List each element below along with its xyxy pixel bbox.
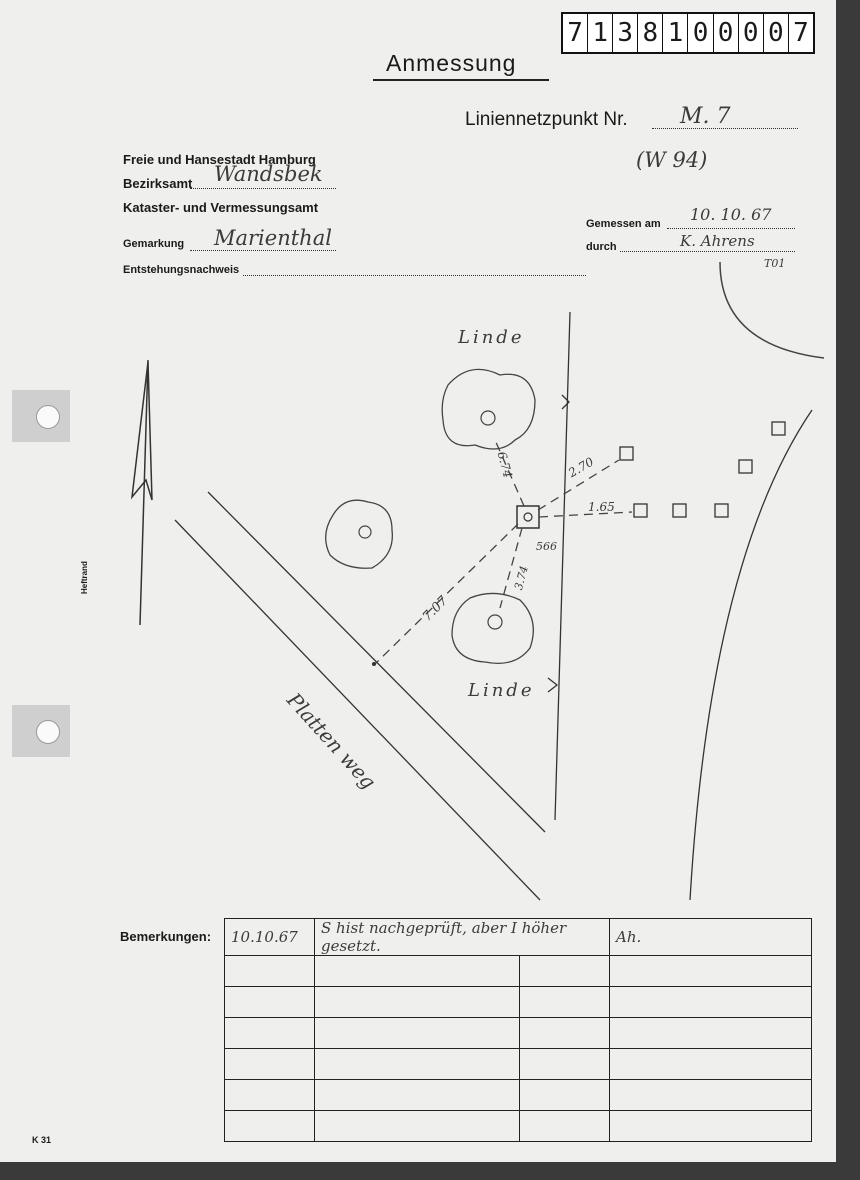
district-label: Bezirksamt bbox=[123, 176, 193, 191]
remark-cell bbox=[520, 1049, 610, 1080]
remark-sign bbox=[610, 987, 812, 1018]
punch-hole bbox=[12, 390, 70, 442]
table-row bbox=[225, 919, 812, 956]
id-digit: 7 bbox=[788, 14, 813, 52]
curve-arc bbox=[720, 262, 824, 358]
marker-square bbox=[620, 447, 633, 460]
survey-point-marker bbox=[517, 506, 539, 528]
remark-text: S hist nachgeprüft, aber I höher gesetzt. bbox=[315, 919, 610, 956]
form-code: K 31 bbox=[32, 1135, 52, 1145]
street-name: Platten weg bbox=[282, 688, 381, 794]
remark-date bbox=[225, 956, 315, 987]
measure-point bbox=[372, 662, 376, 666]
punch-hole bbox=[12, 705, 70, 757]
marker-square bbox=[715, 504, 728, 517]
origin-label: Entstehungsnachweis bbox=[123, 264, 240, 276]
remark-sign: Ah. bbox=[610, 919, 812, 956]
id-digit: 0 bbox=[738, 14, 763, 52]
fence-line bbox=[555, 312, 570, 820]
distance-label: 1.65 bbox=[588, 500, 615, 514]
remark-sign bbox=[610, 956, 812, 987]
remark-cell bbox=[520, 956, 610, 987]
remark-date bbox=[225, 987, 315, 1018]
table-row bbox=[225, 956, 812, 987]
remarks-table bbox=[224, 918, 812, 1142]
by-label: durch bbox=[586, 241, 617, 253]
id-digit: 1 bbox=[662, 14, 687, 52]
table-row bbox=[225, 987, 812, 1018]
margin-label: Heftrand bbox=[80, 561, 89, 594]
fence-tick bbox=[548, 678, 557, 692]
distance-label: 7.07 bbox=[420, 593, 452, 625]
id-digit: 0 bbox=[763, 14, 788, 52]
id-digit: 1 bbox=[587, 14, 612, 52]
page-title: Anmessung bbox=[386, 50, 517, 76]
remark-text bbox=[315, 1111, 520, 1142]
table-row bbox=[225, 1049, 812, 1080]
remark-sign bbox=[610, 1111, 812, 1142]
boundary-curve bbox=[690, 410, 812, 900]
measured-label: Gemessen am bbox=[586, 218, 661, 230]
distance-label: 566 bbox=[536, 540, 557, 553]
measure-line bbox=[539, 512, 632, 517]
tree-label-top: Linde bbox=[458, 327, 525, 348]
remark-date: 10.10.67 bbox=[225, 919, 315, 956]
gemarkung-label: Gemarkung bbox=[123, 238, 185, 250]
tree-trunk-bottom bbox=[488, 615, 502, 629]
gemarkung-value: Marienthal bbox=[214, 226, 332, 250]
tree-trunk-left bbox=[359, 526, 371, 538]
remark-text bbox=[315, 1018, 520, 1049]
marker-square bbox=[673, 504, 686, 517]
table-row bbox=[225, 1080, 812, 1111]
remark-text bbox=[315, 1080, 520, 1111]
remark-cell bbox=[520, 1018, 610, 1049]
remarks-label: Bemerkungen: bbox=[120, 929, 212, 944]
surveyor-value: K. Ahrens bbox=[680, 232, 755, 250]
remark-sign bbox=[610, 1018, 812, 1049]
marker-square bbox=[772, 422, 785, 435]
tree-crown-top bbox=[442, 369, 535, 449]
table-row bbox=[225, 1018, 812, 1049]
point-number-label: Liniennetzpunkt Nr. bbox=[465, 109, 628, 130]
point-alt-value: (W 94) bbox=[636, 148, 708, 172]
distance-label: 2.70 bbox=[566, 454, 597, 481]
city-label: Freie und Hansestadt Hamburg bbox=[123, 152, 316, 167]
id-digit: 3 bbox=[612, 14, 637, 52]
id-digit: 7 bbox=[567, 18, 583, 48]
marker-square bbox=[739, 460, 752, 473]
remark-date bbox=[225, 1018, 315, 1049]
surveyor-code: T01 bbox=[764, 257, 786, 270]
distance-label: 6.74 bbox=[494, 450, 515, 480]
street-edge-line bbox=[175, 520, 540, 900]
measured-value: 10. 10. 67 bbox=[690, 205, 772, 224]
remark-date bbox=[225, 1049, 315, 1080]
marker-square bbox=[634, 504, 647, 517]
district-value: Wandsbek bbox=[214, 162, 323, 186]
tree-trunk-top bbox=[481, 411, 495, 425]
survey-point-center bbox=[524, 513, 532, 521]
remark-sign bbox=[610, 1049, 812, 1080]
remark-date bbox=[225, 1080, 315, 1111]
id-digit: 0 bbox=[687, 14, 712, 52]
tree-label-bottom: Linde bbox=[468, 680, 535, 701]
table-row bbox=[225, 1111, 812, 1142]
office-label: Kataster- und Vermessungsamt bbox=[123, 200, 319, 215]
north-arrow-head bbox=[132, 362, 152, 500]
remark-cell bbox=[520, 1111, 610, 1142]
remark-cell bbox=[520, 987, 610, 1018]
remark-text bbox=[315, 987, 520, 1018]
distance-label: 3.74 bbox=[512, 564, 531, 592]
remark-text bbox=[315, 956, 520, 987]
id-digit: 8 bbox=[637, 14, 662, 52]
remark-text bbox=[315, 1049, 520, 1080]
remark-date bbox=[225, 1111, 315, 1142]
remark-cell bbox=[520, 1080, 610, 1111]
remark-sign bbox=[610, 1080, 812, 1111]
point-number-value: M. 7 bbox=[680, 104, 731, 129]
id-digit: 0 bbox=[713, 14, 738, 52]
